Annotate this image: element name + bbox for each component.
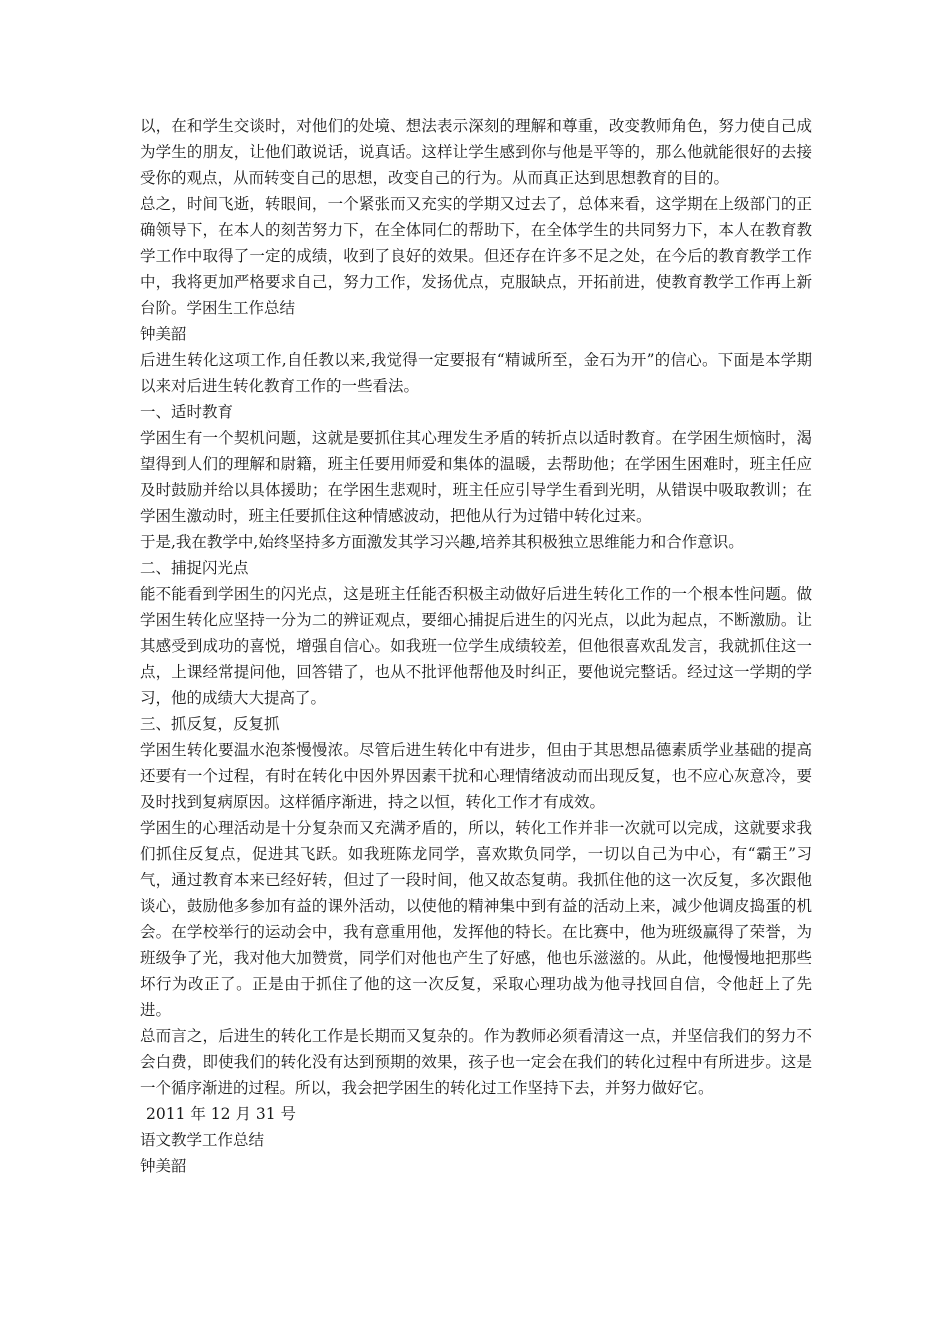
paragraph-intro: 后进生转化这项工作,自任教以来,我觉得一定要报有“精诚所至，金石为开”的信心。下面是本学期以来对后进生转化教育工作的一些看法。 bbox=[140, 351, 812, 395]
next-document-title: 语文教学工作总结 bbox=[140, 1131, 265, 1149]
paragraph-conclusion: 总而言之，后进生的转化工作是长期而又复杂的。作为教师必须看清这一点，并坚信我们的努力不会白费，即使我们的转化没有达到预期的效果，孩子也一定会在我们的转化过程中有所进步。这是一个循序渐进的过程。所以，我会把学困生的转化过工作坚持下去，并努力做好它。 bbox=[140, 1027, 812, 1097]
section-heading-bright-spots: 二、捕捉闪光点 bbox=[140, 559, 249, 577]
next-document-author: 钟美韶 bbox=[140, 1157, 187, 1175]
paragraph-semester-summary: 总之，时间飞逝，转眼间，一个紧张而又充实的学期又过去了，总体来看，这学期在上级部门的正确领导下，在本人的刻苦努力下，在全体同仁的帮助下，在全体学生的共同努力下，本人在教育教学工作中取得了一定的成绩，收到了良好的效果。但还存在许多不足之处，在今后的教育教学工作中，我将更加严格要求自己，努力工作，发扬优点，克服缺点，开拓前进，使教育教学工作再上新台阶。学困生工作总结 bbox=[140, 195, 812, 317]
paragraph-repetition-example: 学困生的心理活动是十分复杂而又充满矛盾的，所以，转化工作并非一次就可以完成，这就要求我们抓住反复点，促进其飞跃。如我班陈龙同学，喜欢欺负同学，一切以自己为中心，有“霸王”习气，通过教育本来已经好转，但过了一段时间，他又故态复萌。我抓住他的这一次反复，多次跟他谈心，鼓励他多参加有益的课外活动，以使他的精神集中到有益的活动上来，减少他调皮捣蛋的机会。在学校举行的运动会中，我有意重用他，发挥他的特长。在比赛中，他为班级赢得了荣誉，为班级争了光，我对他大加赞赏，同学们对他也产生了好感，他也乐滋滋的。从此，他慢慢地把那些坏行为改正了。正是由于抓住了他的这一次反复，采取心理功战为他寻找回自信，令他赶上了先进。 bbox=[140, 819, 812, 1019]
section-heading-timely-education: 一、适时教育 bbox=[140, 403, 234, 421]
paragraph-bright-spots: 能不能看到学困生的闪光点，这是班主任能否积极主动做好后进生转化工作的一个根本性问题。做学困生转化应坚持一分为二的辨证观点，要细心捕捉后进生的闪光点，以此为起点，不断激励。让其感受到成功的喜悦，增强自信心。如我班一位学生成绩较差，但他很喜欢乱发言，我就抓住这一点，上课经常提问他，回答错了，也从不批评他帮他及时纠正，要他说完整话。经过这一学期的学习，他的成绩大大提高了。 bbox=[140, 585, 812, 707]
paragraph-repetition: 学困生转化要温水泡茶慢慢浓。尽管后进生转化中有进步，但由于其思想品德素质学业基础的提高还要有一个过程，有时在转化中因外界因素干扰和心理情绪波动而出现反复，也不应心灰意冷，要及时找到复病原因。这样循序渐进，持之以恒，转化工作才有成效。 bbox=[140, 741, 812, 811]
document-page bbox=[140, 113, 812, 1179]
author-name: 钟美韶 bbox=[140, 325, 187, 343]
paragraph-teacher-role: 以，在和学生交谈时，对他们的处境、想法表示深刻的理解和尊重，改变教师角色，努力使自己成为学生的朋友，让他们敢说话，说真话。这样让学生感到你与他是平等的，那么他就能很好的去接受你的观点，从而转变自己的思想，改变自己的行为。从而真正达到思想教育的目的。 bbox=[140, 117, 812, 187]
paragraph-interest: 于是,我在教学中,始终坚持多方面激发其学习兴趣,培养其积极独立思维能力和合作意识。 bbox=[140, 533, 744, 551]
section-heading-repetition: 三、抓反复，反复抓 bbox=[140, 715, 280, 733]
paragraph-timely-education: 学困生有一个契机问题，这就是要抓住其心理发生矛盾的转折点以适时教育。在学困生烦恼时，渴望得到人们的理解和尉籍，班主任要用师爱和集体的温暖，去帮助他；在学困生困难时，班主任应及时鼓励并给以具体援助；在学困生悲观时，班主任应引导学生看到光明，从错误中吸取教训；在学困生激动时，班主任要抓住这种情感波动，把他从行为过错中转化过来。 bbox=[140, 429, 812, 525]
document-date: 2011 年 12 月 31 号 bbox=[146, 1105, 297, 1123]
